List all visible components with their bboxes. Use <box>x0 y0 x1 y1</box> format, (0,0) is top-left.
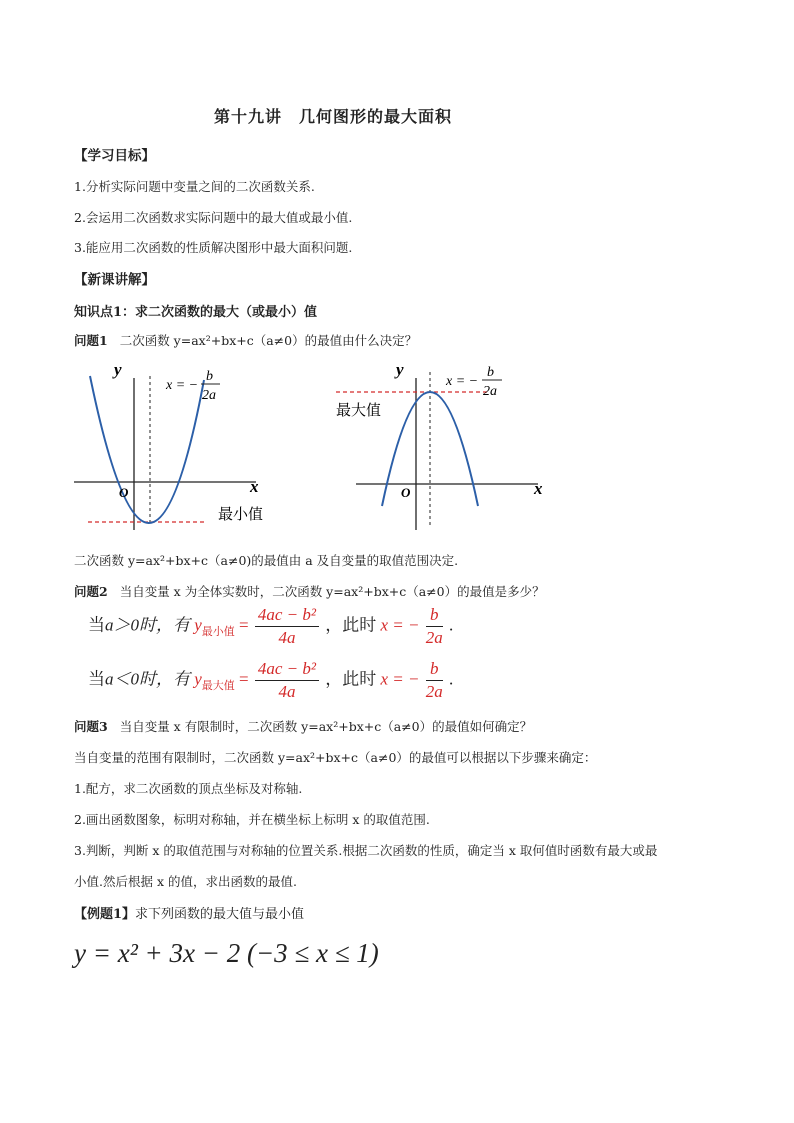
parabola-max-graph <box>330 358 560 538</box>
max-value-label: 最大值 <box>336 401 382 419</box>
example-text: 求下列函数的最大值与最小值 <box>135 907 305 922</box>
question-label: 问题2 <box>74 584 108 599</box>
fraction-den: 4a <box>278 682 296 701</box>
goals-heading: 【学习目标】 <box>74 148 155 164</box>
y-label: y <box>114 360 122 379</box>
axis-frac-num: b <box>206 369 213 384</box>
example-label: 【例题1】 <box>74 907 136 922</box>
formula-xeq: x = − <box>380 615 420 635</box>
question-1 <box>74 331 417 349</box>
formula-cond: a＞0时，有 <box>105 615 190 635</box>
formula-fraction <box>255 658 319 703</box>
example-formula: y = x² + 3x − 2 (−3 ≤ x ≤ 1) <box>74 938 379 968</box>
lesson-heading: 【新课讲解】 <box>74 272 155 288</box>
formula-text: 当 <box>88 669 105 689</box>
formula-xeq: x = − <box>380 669 420 689</box>
formula-max: 当a＜0时，有 $y_{最大值}$ = $\frac{\text{4ac − b²}}{4a}$ ，此时 x = − $\frac{b}{2a}$ . <box>88 659 454 701</box>
knowledge-point: 知识点1：求二次函数的最大（或最小）值 <box>74 305 318 320</box>
question-text: 二次函数 y=ax²+bx+c（a≠0）的最值由什么决定？ <box>119 333 418 348</box>
page-title: 第十九讲 几何图形的最大面积 <box>214 107 453 126</box>
parabola-curve <box>90 376 204 523</box>
min-value-label: 最小值 <box>218 505 264 523</box>
fraction-num: 4ac − b² <box>255 604 319 627</box>
parabola-min-graph <box>66 358 296 538</box>
step-item: 2.画出函数图象，标明对称轴，并在横坐标上标明 x 的取值范围. <box>74 812 430 827</box>
formula-text: 当 <box>88 615 105 635</box>
x-label: x <box>534 479 543 498</box>
formula-min: 当a＞0时，有 $y_{最小值}$ = $\frac{\text{4ac − b²}}{4a}$ ，此时 x = − $\frac{b}{2a}$ . <box>88 605 454 647</box>
question-text: 当自变量 x 有限制时，二次函数 y=ax²+bx+c（a≠0）的最值如何确定？ <box>119 719 533 734</box>
goal-item: 3.能应用二次函数的性质解决图形中最大面积问题. <box>74 240 353 255</box>
formula-text: ，此时 <box>325 669 377 689</box>
question-text: 当自变量 x 为全体实数时，二次函数 y=ax²+bx+c（a≠0）的最值是多少？ <box>119 584 545 599</box>
question-label: 问题3 <box>74 719 108 734</box>
step-item: 3.判断，判断 x 的取值范围与对称轴的位置关系.根据二次函数的性质，确定当 x 取何值时函数有最大或最 <box>74 843 658 858</box>
question-3 <box>74 717 532 735</box>
answer-3-intro: 当自变量的范围有限制时，二次函数 y=ax²+bx+c（a≠0）的最值可以根据以下步骤来确定： <box>74 750 597 765</box>
formula-fraction <box>255 604 319 649</box>
step-item: 1.配方，求二次函数的顶点坐标及对称轴. <box>74 781 303 796</box>
formula-y: y <box>194 669 202 689</box>
formula-sub: 最小值 <box>201 625 235 638</box>
fraction-num: 4ac − b² <box>255 658 319 681</box>
axis-frac-den: 2a <box>202 388 216 403</box>
goal-item: 2.会运用二次函数求实际问题中的最大值或最小值. <box>74 210 353 225</box>
origin-label: O <box>119 485 129 500</box>
formula-fraction <box>426 658 443 703</box>
step-item: 小值.然后根据 x 的值，求出函数的最值. <box>74 874 297 889</box>
answer-1: 二次函数 y=ax²+bx+c（a≠0)的最值由 a 及自变量的取值范围决定. <box>74 553 459 568</box>
fraction-den: 2a <box>425 682 443 701</box>
axis-frac-den: 2a <box>483 384 497 399</box>
origin-label: O <box>401 485 411 500</box>
formula-fraction <box>426 604 443 649</box>
axis-eq: x = − <box>446 374 479 389</box>
formula-sub: 最大值 <box>201 679 235 692</box>
fraction-num: b <box>426 604 443 627</box>
formula-text: ，此时 <box>325 615 377 635</box>
formula-y: y <box>194 615 202 635</box>
goal-item: 1.分析实际问题中变量之间的二次函数关系. <box>74 179 315 194</box>
formula-text: . <box>449 669 454 689</box>
axis-eq: x = − <box>166 378 199 393</box>
y-label: y <box>396 360 404 379</box>
formula-text: . <box>449 615 454 635</box>
formula-cond: a＜0时，有 <box>105 669 190 689</box>
question-label: 问题1 <box>74 333 108 348</box>
example-1 <box>74 903 304 922</box>
fraction-den: 4a <box>278 628 296 647</box>
axis-frac-num: b <box>487 365 494 380</box>
fraction-den: 2a <box>425 628 443 647</box>
question-2 <box>74 582 545 600</box>
x-label: x <box>250 477 259 496</box>
fraction-num: b <box>426 658 443 681</box>
